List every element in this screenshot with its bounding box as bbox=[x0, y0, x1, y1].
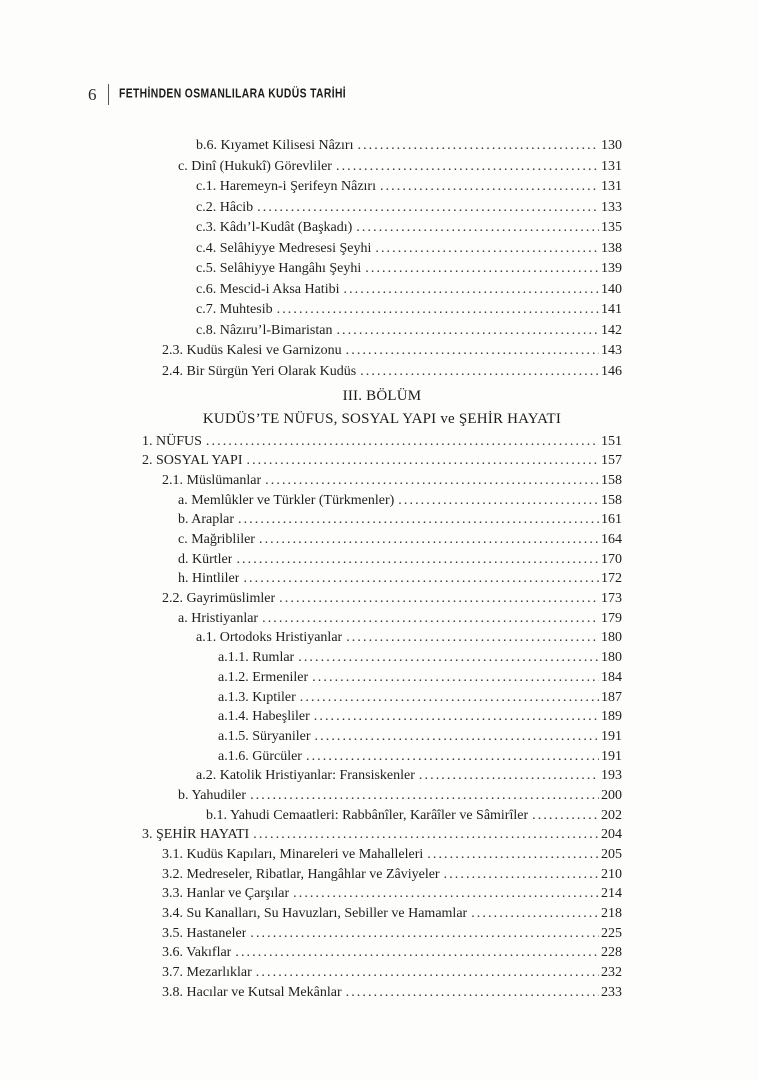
toc-entry bbox=[142, 341, 622, 362]
dot-leader bbox=[314, 707, 599, 727]
toc-entry-label: c. Mağribliler bbox=[178, 532, 255, 547]
toc-entry-label: a. Hristiyanlar bbox=[178, 610, 259, 626]
toc-entry-page: 146 bbox=[601, 364, 622, 380]
toc-entry-label: c.7. Muhtesib bbox=[196, 302, 273, 318]
toc-entry-page: 157 bbox=[601, 453, 622, 469]
toc-entry-page: 143 bbox=[601, 343, 622, 359]
toc-entry-label: c.8. Nâzıru’l-Bimaristan bbox=[196, 322, 333, 338]
dot-leader bbox=[346, 983, 599, 1003]
dot-leader bbox=[315, 727, 599, 747]
toc-entry-page: 184 bbox=[601, 669, 622, 685]
toc-entry bbox=[142, 280, 622, 301]
toc-entry-page: 164 bbox=[601, 532, 622, 547]
toc-entry-page: 141 bbox=[601, 302, 622, 318]
toc-entry bbox=[142, 451, 622, 471]
toc-entry-page: 130 bbox=[601, 138, 622, 153]
dot-leader bbox=[238, 510, 599, 530]
toc-entry bbox=[142, 747, 622, 767]
dot-leader bbox=[277, 300, 599, 321]
section-number-heading: III. BÖLÜM bbox=[342, 387, 422, 404]
toc-entry-page: 151 bbox=[601, 433, 622, 449]
toc-entry-label: 3.6. Vakıflar bbox=[162, 945, 232, 961]
toc-entry bbox=[142, 688, 622, 708]
toc-entry-label: 3.2. Medreseler, Ribatlar, Hangâhlar ve Zâviyeler bbox=[162, 866, 440, 882]
dot-leader bbox=[336, 321, 599, 342]
dot-leader bbox=[444, 865, 599, 885]
toc-entry-page: 232 bbox=[601, 965, 622, 981]
toc-entry bbox=[142, 550, 622, 570]
toc-entry bbox=[142, 668, 622, 688]
toc-entry bbox=[142, 157, 622, 178]
toc-entry bbox=[142, 300, 622, 321]
toc-entry bbox=[142, 471, 622, 491]
toc-entry-label: a. Memlûkler ve Türkler (Türkmenler) bbox=[178, 492, 395, 508]
toc-section-block bbox=[142, 432, 622, 1003]
toc-entry bbox=[142, 569, 622, 589]
dot-leader bbox=[312, 668, 599, 688]
toc-entry-page: 135 bbox=[601, 220, 622, 236]
toc-entry-label: a.1. Ortodoks Hristiyanlar bbox=[196, 630, 343, 646]
toc-entry bbox=[142, 825, 622, 845]
toc-entry-page: 187 bbox=[601, 689, 622, 705]
toc-entry-label: b.1. Yahudi Cemaatleri: Rabbânîler, Karâîler ve Sâmirîler bbox=[206, 807, 529, 823]
toc-entry-page: 158 bbox=[601, 472, 622, 488]
toc-entry bbox=[142, 510, 622, 530]
dot-leader bbox=[346, 341, 599, 362]
dot-leader bbox=[306, 747, 599, 767]
toc-entry-page: 191 bbox=[601, 728, 622, 744]
toc-entry-label: 2.4. Bir Sürgün Yeri Olarak Kudüs bbox=[162, 364, 357, 380]
toc-entry-label: 3. ŞEHİR HAYATI bbox=[142, 827, 250, 843]
toc-entry bbox=[142, 609, 622, 629]
running-header bbox=[88, 84, 360, 105]
dot-leader bbox=[250, 924, 599, 944]
toc-entry-page: 193 bbox=[601, 768, 622, 784]
toc-entry-page: 133 bbox=[601, 199, 622, 215]
page-number: 6 bbox=[88, 85, 97, 104]
dot-leader bbox=[236, 550, 599, 570]
dot-leader bbox=[253, 825, 599, 845]
toc-entry bbox=[142, 362, 622, 383]
toc-entry-page: 200 bbox=[601, 787, 622, 803]
toc-entry bbox=[142, 924, 622, 944]
toc-entry-page: 214 bbox=[601, 886, 622, 902]
toc-entry-label: b. Araplar bbox=[178, 512, 234, 528]
toc-entry-page: 180 bbox=[601, 630, 622, 646]
dot-leader bbox=[243, 569, 599, 589]
toc-entry-label: 2.3. Kudüs Kalesi ve Garnizonu bbox=[162, 343, 342, 359]
toc-entry-page: 204 bbox=[601, 827, 622, 843]
dot-leader bbox=[235, 943, 599, 963]
toc-entry-label: c.4. Selâhiyye Medresesi Şeyhi bbox=[196, 240, 372, 256]
toc-entry-label: a.1.3. Kıptiler bbox=[218, 689, 296, 705]
dot-leader bbox=[346, 628, 599, 648]
dot-leader bbox=[298, 648, 599, 668]
toc-entry bbox=[142, 983, 622, 1003]
toc-entry bbox=[142, 707, 622, 727]
toc-entry-label: 2.1. Müslümanlar bbox=[162, 472, 262, 488]
toc-entry bbox=[142, 648, 622, 668]
toc-entry-page: 140 bbox=[601, 281, 622, 297]
toc-entry bbox=[142, 845, 622, 865]
section-title-heading: KUDÜS’TE NÜFUS, SOSYAL YAPI ve ŞEHİR HAYATI bbox=[202, 411, 562, 428]
toc-entry bbox=[142, 766, 622, 786]
toc-entry bbox=[142, 963, 622, 983]
toc-entry bbox=[142, 321, 622, 342]
dot-leader bbox=[360, 362, 599, 383]
toc-entry-label: c. Dinî (Hukukî) Görevliler bbox=[178, 158, 332, 174]
dot-leader bbox=[398, 491, 599, 511]
dot-leader bbox=[279, 589, 599, 609]
toc-entry-page: 205 bbox=[601, 847, 622, 862]
toc-entry-label: c.5. Selâhiyye Hangâhı Şeyhi bbox=[196, 261, 362, 277]
toc-entry-page: 170 bbox=[601, 551, 622, 567]
dot-leader bbox=[343, 280, 599, 301]
toc-entry-label: 3.3. Hanlar ve Çarşılar bbox=[162, 886, 290, 902]
dot-leader bbox=[265, 471, 599, 491]
toc-entry bbox=[142, 589, 622, 609]
toc-entry-label: 3.5. Hastaneler bbox=[162, 925, 247, 941]
toc-entry-label: c.3. Kâdı’l-Kudât (Başkadı) bbox=[196, 220, 353, 236]
toc-entry bbox=[142, 239, 622, 260]
dot-leader bbox=[532, 806, 599, 826]
toc-entry-page: 218 bbox=[601, 906, 622, 922]
dot-leader bbox=[357, 136, 599, 157]
toc-entry bbox=[142, 884, 622, 904]
toc-entry bbox=[142, 865, 622, 885]
toc-entry-label: a.1.2. Ermeniler bbox=[218, 669, 309, 685]
dot-leader bbox=[427, 845, 599, 865]
toc-entry-page: 172 bbox=[601, 571, 622, 587]
toc-entry-label: c.1. Haremeyn-i Şerifeyn Nâzırı bbox=[196, 179, 376, 195]
toc-entry-page: 225 bbox=[601, 925, 622, 941]
toc-entry-label: 1. NÜFUS bbox=[142, 433, 202, 449]
toc-entry-page: 131 bbox=[601, 179, 622, 195]
toc-entry-page: 233 bbox=[601, 984, 622, 1000]
dot-leader bbox=[246, 451, 599, 471]
toc-entry bbox=[142, 904, 622, 924]
toc-entry-label: a.1.6. Gürcüler bbox=[218, 748, 302, 764]
toc-continued-block bbox=[142, 136, 622, 383]
dot-leader bbox=[356, 218, 599, 239]
toc-entry-label: a.1.5. Süryaniler bbox=[218, 728, 311, 744]
dot-leader bbox=[300, 688, 599, 708]
toc-entry-label: b.6. Kıyamet Kilisesi Nâzırı bbox=[196, 138, 354, 153]
toc-entry-label: 3.8. Hacılar ve Kutsal Mekânlar bbox=[162, 984, 342, 1000]
table-of-contents bbox=[142, 136, 622, 1003]
toc-entry-page: 158 bbox=[601, 492, 622, 508]
toc-entry-page: 139 bbox=[601, 261, 622, 277]
dot-leader bbox=[262, 609, 599, 629]
toc-entry-label: 2.2. Gayrimüslimler bbox=[162, 591, 276, 607]
toc-entry bbox=[142, 177, 622, 198]
dot-leader bbox=[250, 786, 599, 806]
toc-entry-page: 142 bbox=[601, 322, 622, 338]
dot-leader bbox=[259, 530, 599, 550]
toc-entry bbox=[142, 727, 622, 747]
toc-entry-label: 2. SOSYAL YAPI bbox=[142, 453, 243, 469]
toc-entry bbox=[142, 218, 622, 239]
toc-entry-page: 138 bbox=[601, 240, 622, 256]
toc-entry-page: 191 bbox=[601, 748, 622, 764]
header-separator bbox=[108, 84, 109, 105]
dot-leader bbox=[293, 884, 599, 904]
toc-entry bbox=[142, 530, 622, 550]
toc-entry bbox=[142, 198, 622, 219]
toc-entry-page: 180 bbox=[601, 650, 622, 666]
dot-leader bbox=[336, 157, 599, 178]
toc-entry bbox=[142, 259, 622, 280]
toc-entry-page: 179 bbox=[601, 610, 622, 626]
toc-entry-label: c.6. Mescid-i Aksa Hatibi bbox=[196, 281, 340, 297]
toc-entry bbox=[142, 943, 622, 963]
toc-entry bbox=[142, 786, 622, 806]
toc-entry-page: 161 bbox=[601, 512, 622, 528]
toc-entry-label: a.1.1. Rumlar bbox=[218, 650, 295, 666]
running-title: FETHİNDEN OSMANLILARA KUDÜS TARİHİ bbox=[118, 86, 346, 101]
toc-entry bbox=[142, 628, 622, 648]
toc-entry-label: a.1.4. Habeşliler bbox=[218, 709, 310, 725]
toc-entry-label: a.2. Katolik Hristiyanlar: Fransiskenler bbox=[196, 768, 415, 784]
toc-entry-page: 131 bbox=[601, 158, 622, 174]
toc-entry-label: c.2. Hâcib bbox=[196, 199, 254, 215]
dot-leader bbox=[375, 239, 599, 260]
toc-entry-page: 189 bbox=[601, 709, 622, 725]
toc-entry-label: 3.1. Kudüs Kapıları, Minareleri ve Mahalleleri bbox=[162, 847, 424, 862]
toc-entry-label: 3.4. Su Kanalları, Su Havuzları, Sebiller ve Hamamlar bbox=[162, 906, 468, 922]
dot-leader bbox=[206, 432, 599, 452]
toc-entry bbox=[142, 136, 622, 157]
dot-leader bbox=[257, 198, 599, 219]
toc-entry-page: 210 bbox=[601, 866, 622, 882]
dot-leader bbox=[365, 259, 599, 280]
toc-entry-page: 228 bbox=[601, 945, 622, 961]
toc-entry-page: 173 bbox=[601, 591, 622, 607]
dot-leader bbox=[419, 766, 599, 786]
toc-entry bbox=[142, 491, 622, 511]
toc-entry-label: b. Yahudiler bbox=[178, 787, 247, 803]
dot-leader bbox=[471, 904, 599, 924]
toc-entry bbox=[142, 432, 622, 452]
dot-leader bbox=[256, 963, 599, 983]
toc-entry-label: h. Hintliler bbox=[178, 571, 240, 587]
toc-entry-label: d. Kürtler bbox=[178, 551, 233, 567]
toc-entry-label: 3.7. Mezarlıklar bbox=[162, 965, 252, 981]
dot-leader bbox=[380, 177, 599, 198]
toc-entry-page: 202 bbox=[601, 807, 622, 823]
toc-entry bbox=[142, 806, 622, 826]
